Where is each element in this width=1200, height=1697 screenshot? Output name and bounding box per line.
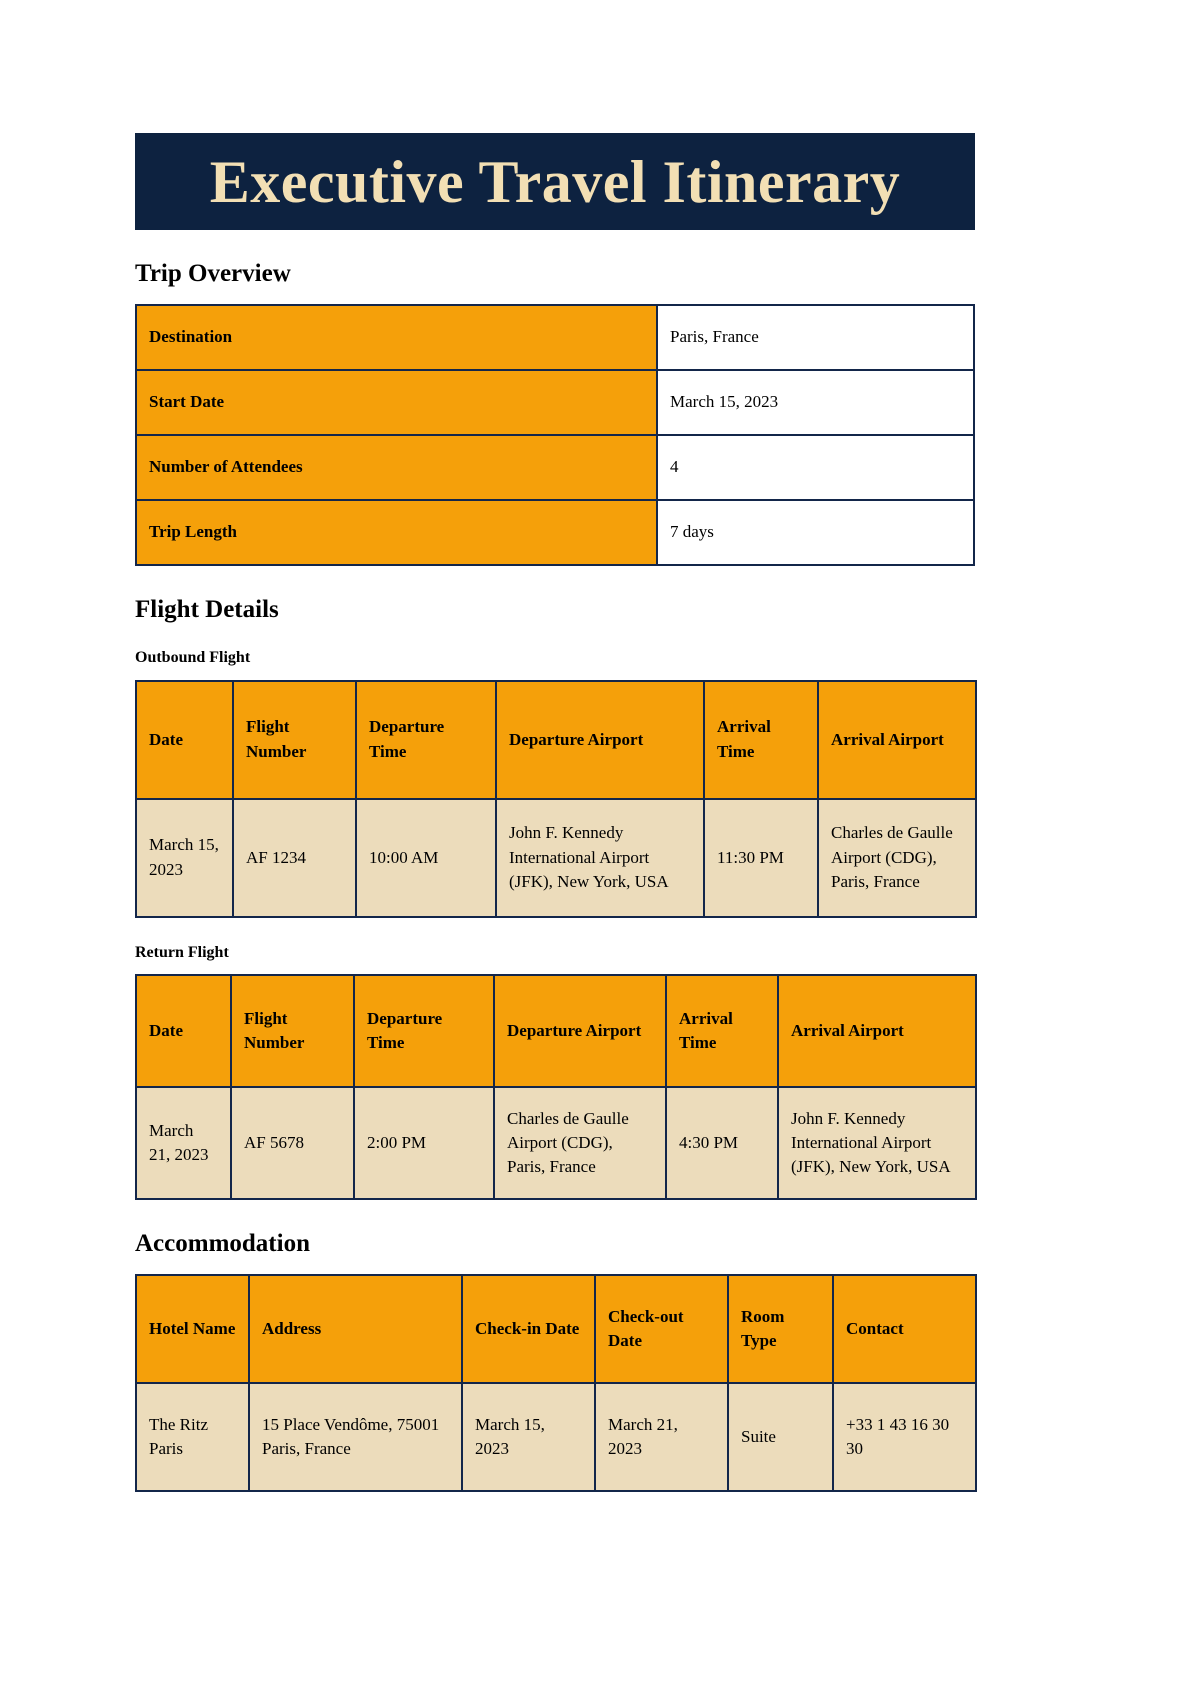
cell-room-type: Suite: [728, 1383, 833, 1491]
cell-departure-airport: Charles de Gaulle Airport (CDG), Paris, France: [494, 1087, 666, 1199]
cell-check-in-date: March 15, 2023: [462, 1383, 595, 1491]
subsection-heading-outbound-flight: Outbound Flight: [135, 649, 251, 666]
overview-label-attendees: Number of Attendees: [136, 435, 657, 500]
table-row: [136, 1383, 976, 1491]
column-header-departure-airport: Departure Airport: [496, 681, 704, 799]
subsection-heading-return-flight: Return Flight: [135, 943, 229, 961]
table-row: [136, 370, 974, 435]
table-row: [136, 305, 974, 370]
section-heading-trip-overview: Trip Overview: [135, 260, 291, 287]
table-row: [136, 1087, 976, 1199]
column-header-check-out-date: Check-out Date: [595, 1275, 728, 1383]
return-flight-table: [135, 974, 977, 1200]
column-header-arrival-time: Arrival Time: [704, 681, 818, 799]
outbound-flight-table: [135, 680, 977, 918]
column-header-departure-time: Departure Time: [354, 975, 494, 1087]
column-header-hotel-name: Hotel Name: [136, 1275, 249, 1383]
overview-label-destination: Destination: [136, 305, 657, 370]
cell-check-out-date: March 21, 2023: [595, 1383, 728, 1491]
accommodation-table: [135, 1274, 977, 1492]
overview-value-start-date: March 15, 2023: [657, 370, 974, 435]
cell-departure-time: 10:00 AM: [356, 799, 496, 917]
cell-arrival-airport: Charles de Gaulle Airport (CDG), Paris, France: [818, 799, 976, 917]
table-row: [136, 435, 974, 500]
cell-departure-airport: John F. Kennedy International Airport (JFK), New York, USA: [496, 799, 704, 917]
column-header-address: Address: [249, 1275, 462, 1383]
cell-contact: +33 1 43 16 30 30: [833, 1383, 976, 1491]
document-content: [135, 0, 975, 1492]
column-header-departure-airport: Departure Airport: [494, 975, 666, 1087]
overview-value-attendees: 4: [657, 435, 974, 500]
document-title-banner: [135, 133, 975, 230]
cell-flight-number: AF 5678: [231, 1087, 354, 1199]
table-header-row: [136, 681, 976, 799]
column-header-check-in-date: Check-in Date: [462, 1275, 595, 1383]
overview-label-start-date: Start Date: [136, 370, 657, 435]
table-row: [136, 500, 974, 565]
table-header-row: [136, 1275, 976, 1383]
column-header-arrival-airport: Arrival Airport: [778, 975, 976, 1087]
cell-address: 15 Place Vendôme, 75001 Paris, France: [249, 1383, 462, 1491]
table-header-row: [136, 975, 976, 1087]
column-header-departure-time: Departure Time: [356, 681, 496, 799]
column-header-contact: Contact: [833, 1275, 976, 1383]
cell-date: March 21, 2023: [136, 1087, 231, 1199]
page-title: Executive Travel Itinerary: [209, 148, 901, 215]
cell-flight-number: AF 1234: [233, 799, 356, 917]
section-heading-accommodation: Accommodation: [135, 1230, 310, 1258]
column-header-flight-number: Flight Number: [231, 975, 354, 1087]
cell-arrival-time: 4:30 PM: [666, 1087, 778, 1199]
section-heading-flight-details: Flight Details: [135, 595, 279, 623]
column-header-date: Date: [136, 975, 231, 1087]
column-header-arrival-time: Arrival Time: [666, 975, 778, 1087]
table-row: [136, 799, 976, 917]
overview-label-trip-length: Trip Length: [136, 500, 657, 565]
cell-arrival-airport: John F. Kennedy International Airport (JFK), New York, USA: [778, 1087, 976, 1199]
cell-hotel-name: The Ritz Paris: [136, 1383, 249, 1491]
column-header-arrival-airport: Arrival Airport: [818, 681, 976, 799]
overview-value-trip-length: 7 days: [657, 500, 974, 565]
cell-arrival-time: 11:30 PM: [704, 799, 818, 917]
column-header-flight-number: Flight Number: [233, 681, 356, 799]
cell-date: March 15, 2023: [136, 799, 233, 917]
column-header-room-type: Room Type: [728, 1275, 833, 1383]
cell-departure-time: 2:00 PM: [354, 1087, 494, 1199]
trip-overview-table: [135, 304, 975, 566]
overview-value-destination: Paris, France: [657, 305, 974, 370]
column-header-date: Date: [136, 681, 233, 799]
